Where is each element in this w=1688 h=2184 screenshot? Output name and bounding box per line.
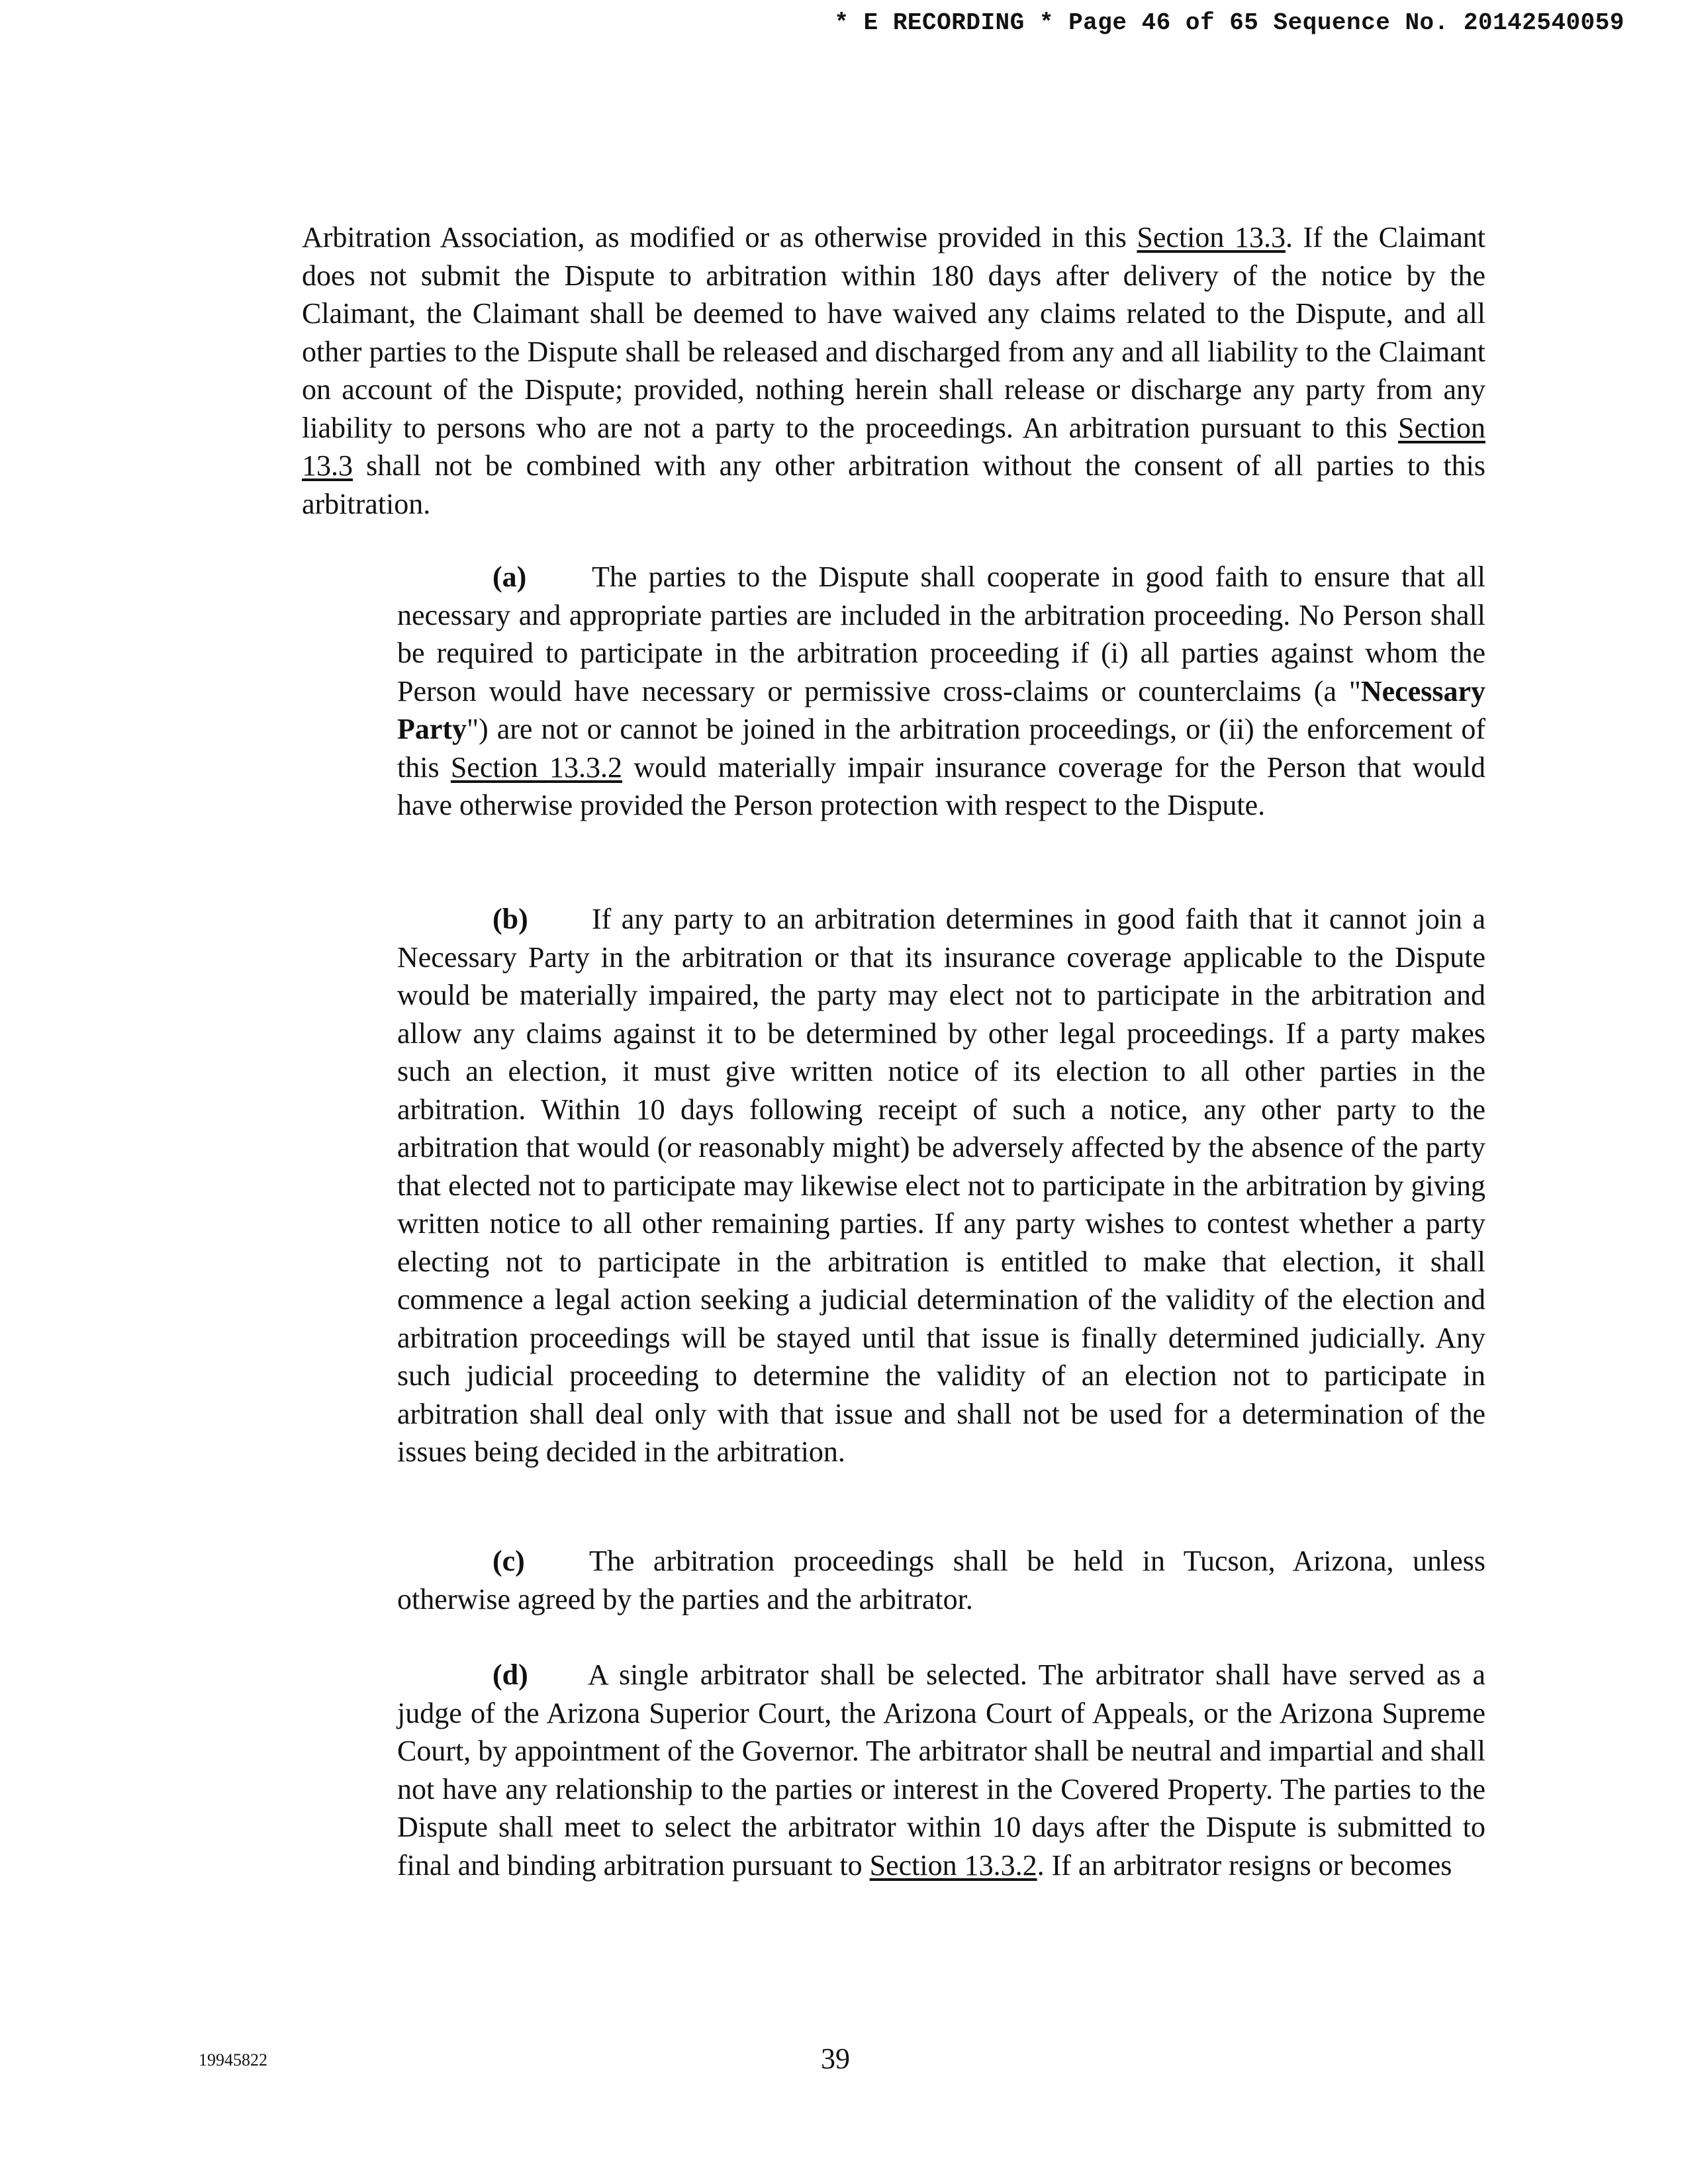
para-d-text-2: . If an arbitrator resigns or becomes (1037, 1848, 1452, 1882)
para-a-text-3: would materially impair insurance coverage for the Person that would have otherwise provided the Person protection with respect to the Dispute. (397, 751, 1485, 821)
para-d-text-1: A single arbitrator shall be selected. The arbitrator shall have served as a judge of the Arizona Superior Court, the Arizona Court of Appeals, or the Arizona Supreme Court, by appointment of the Governor. The arbitrator shall be neutral and impartial and shall not have any relationship to the parties or interest in the Covered Property. The parties to the Dispute shall meet to select the arbitrator within 10 days after the Dispute is submitted to final and binding arbitration pursuant to (397, 1659, 1485, 1882)
defined-term-necessary-party: Necessary Party (397, 674, 1485, 745)
subparagraph-a (397, 558, 1485, 825)
section-ref-13-3-2: Section 13.3.2 (450, 751, 623, 784)
para-c-text: The arbitration proceedings shall be held in Tucson, Arizona, unless otherwise agreed by the parties and the arbitrator. (397, 1545, 1485, 1615)
lead-text-1: Arbitration Association, as modified or as otherwise provided in this (302, 221, 1137, 253)
lead-text-3: shall not be combined with any other arbitration without the consent of all parties to this arbitration. (302, 449, 1485, 520)
para-b-text: If any party to an arbitration determines in good faith that it cannot join a Necessary Party in the arbitration or that its insurance coverage applicable to the Dispute would be materially impaired, the party may elect not to participate in the arbitration and allow any claims against it to be determined by other legal proceedings. If a party makes such an election, it must give written notice of its election to all other parties in the arbitration. Within 10 days following receipt of such a notice, any other party to the arbitration that would (or reasonably might) be adversely affected by the absence of the party that elected not to participate may likewise elect not to participate in the arbitration by giving written notice to all other remaining parties. If any party wishes to contest whether a party electing not to participate in the arbitration is entitled to make that election, it shall commence a legal action seeking a judicial determination of the validity of the election and arbitration proceedings will be stayed until that issue is finally determined judicially. Any such judicial proceeding to determine the validity of an election not to participate in arbitration shall deal only with that issue and shall not be used for a determination of the issues being decided in the arbitration. (397, 903, 1485, 1468)
para-a-text-1: The parties to the Dispute shall cooperate in good faith to ensure that all necessary and appropriate parties are included in the arbitration proceeding. No Person shall be required to participate in the arbitration proceeding if (i) all parties against whom the Person would have necessary or permissive cross-claims or counterclaims (a " (397, 561, 1485, 707)
subparagraph-c (397, 1542, 1485, 1618)
document-id: 19945822 (199, 2050, 267, 2070)
section-ref-13-3: Section 13.3 (1137, 221, 1286, 253)
subparagraph-d-label: (d) (492, 1659, 528, 1691)
subparagraph-d (397, 1656, 1485, 1884)
lead-text-2: . If the Claimant does not submit the Dispute to arbitration within 180 days after delivery of the notice by the Claimant, the Claimant shall be deemed to have waived any claims related to the Dispute, and all other parties to the Dispute shall be released and discharged from any and all liability to the Claimant on account of the Dispute; provided, nothing herein shall release or discharge any party from any liability to persons who are not a party to the proceedings. An arbitration pursuant to this (302, 221, 1485, 444)
para-a-text-2: ") are not or cannot be joined in the arbitration proceedings, or (ii) the enforcement of this (397, 713, 1485, 784)
subparagraph-a-label: (a) (492, 561, 527, 593)
subparagraph-b-label: (b) (492, 903, 528, 935)
section-ref-13-3-2-d: Section 13.3.2 (869, 1848, 1037, 1882)
page-number: 39 (821, 2042, 850, 2075)
subparagraph-c-label: (c) (492, 1545, 525, 1577)
subparagraph-b (397, 900, 1485, 1471)
section-ref-13-3-second: Section 13.3 (302, 411, 1485, 482)
recording-header: * E RECORDING * Page 46 of 65 Sequence No. 20142540059 (834, 9, 1624, 36)
lead-paragraph (302, 218, 1485, 523)
